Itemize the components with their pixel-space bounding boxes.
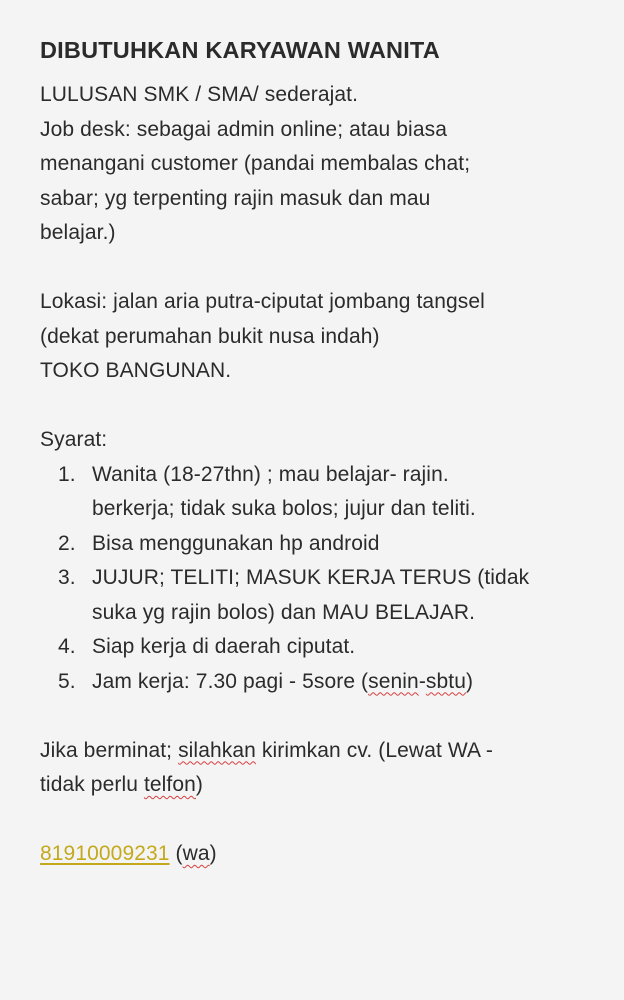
paragraph-gap [40,699,600,734]
closing-line-2 [40,768,600,803]
location-line-3: TOKO BANGUNAN. [40,359,232,382]
closing-text-part: tidak perlu [40,773,144,796]
syarat-item [40,665,600,700]
job-title: DIBUTUHKAN KARYAWAN WANITA [40,37,440,63]
syarat-text-part: ) [466,669,474,693]
misspelled-word[interactable]: telfon [143,773,196,796]
syarat-item [40,527,600,562]
closing-text-part: ) [195,773,204,796]
syarat-text [92,665,600,700]
contact-text-part: ) [209,842,217,865]
syarat-heading: Syarat: [40,428,108,451]
intro-line-5: belajar.) [40,221,116,244]
closing-text-part: kirimkan cv. (Lewat WA - [255,738,493,762]
syarat-item [40,630,600,665]
syarat-number: 3. [58,566,76,589]
intro-line-4: sabar; yg terpenting rajin masuk dan mau [40,186,431,210]
syarat-item [40,561,600,630]
syarat-item [40,458,600,527]
paragraph-gap [40,803,600,838]
paragraph-gap [40,389,600,424]
intro-line-3: menangani customer (pandai membalas chat; [40,152,471,175]
intro-line-1: LULUSAN SMK / SMA/ sederajat. [40,83,359,106]
syarat-text: JUJUR; TELITI; MASUK KERJA TERUS (tidak [92,566,530,589]
syarat-number: 4. [58,635,76,658]
location-line-1: Lokasi: jalan aria putra-ciputat jombang tangsel [40,290,485,313]
closing-text-part: Jika berminat; [40,738,179,762]
note-body [40,30,600,872]
intro-line-2: Job desk: sebagai admin online; atau biasa [40,117,447,141]
syarat-text-part: Jam kerja: 7.30 pagi - 5sore ( [92,669,369,693]
misspelled-word[interactable]: wa [182,842,210,865]
contact-text-part: ( [169,842,183,865]
paragraph-gap [40,251,600,286]
closing-line-1 [40,734,600,769]
syarat-number: 1. [58,462,76,486]
syarat-number: 5. [58,669,76,693]
syarat-text: Siap kerja di daerah ciputat. [92,635,356,658]
syarat-text: Bisa menggunakan hp android [92,531,380,555]
syarat-list [40,458,600,700]
misspelled-word[interactable]: silahkan [178,738,256,762]
misspelled-word[interactable]: sbtu [425,669,467,693]
syarat-number: 2. [58,531,76,555]
syarat-text: suka yg rajin bolos) dan MAU BELAJAR. [92,600,476,624]
misspelled-word[interactable]: senin [368,669,419,693]
syarat-text: berkerja; tidak suka bolos; jujur dan teliti. [92,497,476,520]
syarat-text: Wanita (18-27thn) ; mau belajar- rajin. [92,462,449,486]
syarat-text-part: - [418,669,426,693]
location-line-2: (dekat perumahan bukit nusa indah) [40,324,380,348]
phone-number-link[interactable]: 81910009231 [40,842,170,865]
contact-line [40,837,600,872]
